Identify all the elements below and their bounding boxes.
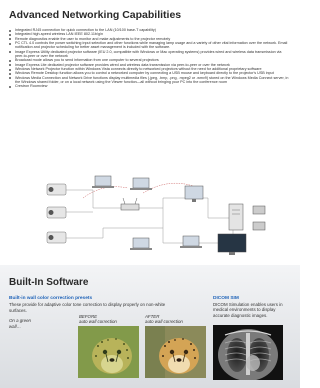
feature-item: Integrated RJ45 connection for quick connection to the LAN (10/100 base-T capability) [9, 28, 291, 32]
feature-item: Image Express Lite dedicated projector software provides wired and wireless data transmission via peer-to-peer or over the network [9, 63, 291, 67]
after-caption-title: AFTER [145, 314, 160, 319]
color-correction-heading: Built-in wall color correction presets [9, 296, 93, 301]
projector-icon [47, 232, 66, 243]
after-caption-sub: auto wall correction [145, 319, 183, 325]
feature-item: Crestron Roomview [9, 84, 291, 88]
before-photo [78, 326, 139, 378]
before-caption [79, 314, 117, 324]
server-icon [229, 204, 243, 230]
feature-item: Windows Media Connection and Network Drive functions display multimedia files (.jpeg, .bmp, .png, .mpeg2 or .wmv9) stored on the Windows Media Connect server, in the Windows shared folder, or on a local network using the Viewer function—all without bringing your PC into the conference room [9, 76, 291, 85]
cheetah-image-before [78, 326, 139, 378]
feature-item: Windows Network Projector function within Windows Vista connects directly to networked projectors without the need for additional proprietary software [9, 67, 291, 71]
feature-item: Remote diagnostics enable the user to monitor and make adjustments to the projector remotely [9, 37, 291, 41]
feature-item: Windows Remote Desktop function allows you to control a networked computer by connecting a USB mouse and keyboard directly to the projector's USB input [9, 71, 291, 75]
feature-item: Integrated high-speed wireless LAN IEEE 802.11b/g/n [9, 32, 291, 36]
xray-image [213, 325, 283, 380]
after-photo [145, 326, 206, 378]
device-icon [253, 206, 265, 230]
color-correction-description: These provide for adaptive color tone correction to display properly on non-white surfaces. [9, 302, 166, 313]
builtin-software-section [0, 265, 300, 388]
feature-list [9, 28, 291, 89]
cheetah-image-after [145, 326, 206, 378]
builtin-title: Built-In Software [9, 277, 89, 288]
laptop-icon [130, 178, 152, 190]
network-diagram [33, 168, 273, 262]
networking-title: Advanced Networking Capabilities [9, 9, 182, 21]
on-wall-caption: On a green wall… [9, 318, 31, 329]
network-diagram-graphic [33, 168, 273, 262]
dicom-description: DICOM Simulation enables users in medical environments to display accurate diagnostic images. [213, 302, 283, 318]
feature-item: PC CTL 4.0 controls the power switching input selection and other functions while managing lamp usage and a variety of other vital information over the network. Email notification and projector scheduling for better asset management is included with the software. [9, 41, 291, 50]
laptop-icon [130, 238, 152, 250]
projector-icon [47, 184, 66, 195]
laptop-icon [180, 236, 202, 248]
feature-item: Broadcast mode allows you to send information from one computer to several projectors [9, 58, 291, 62]
laptop-icon [92, 176, 114, 188]
before-caption-sub: auto wall correction [79, 319, 117, 325]
feature-item: Image Express Utility dedicated projector software (IEU 2.0, compatible with Windows or Mac operating systems) provides wired and wireless data transmission via peer-to-peer or over the network [9, 50, 291, 59]
router-icon [121, 198, 139, 210]
before-caption-title: BEFORE [79, 314, 98, 319]
monitor-icon [185, 186, 203, 202]
after-caption [145, 314, 183, 324]
display-icon [218, 234, 246, 255]
chest-xray-graphic [213, 325, 283, 380]
projector-icon [47, 207, 66, 218]
dicom-heading: DICOM SIM [213, 296, 239, 301]
